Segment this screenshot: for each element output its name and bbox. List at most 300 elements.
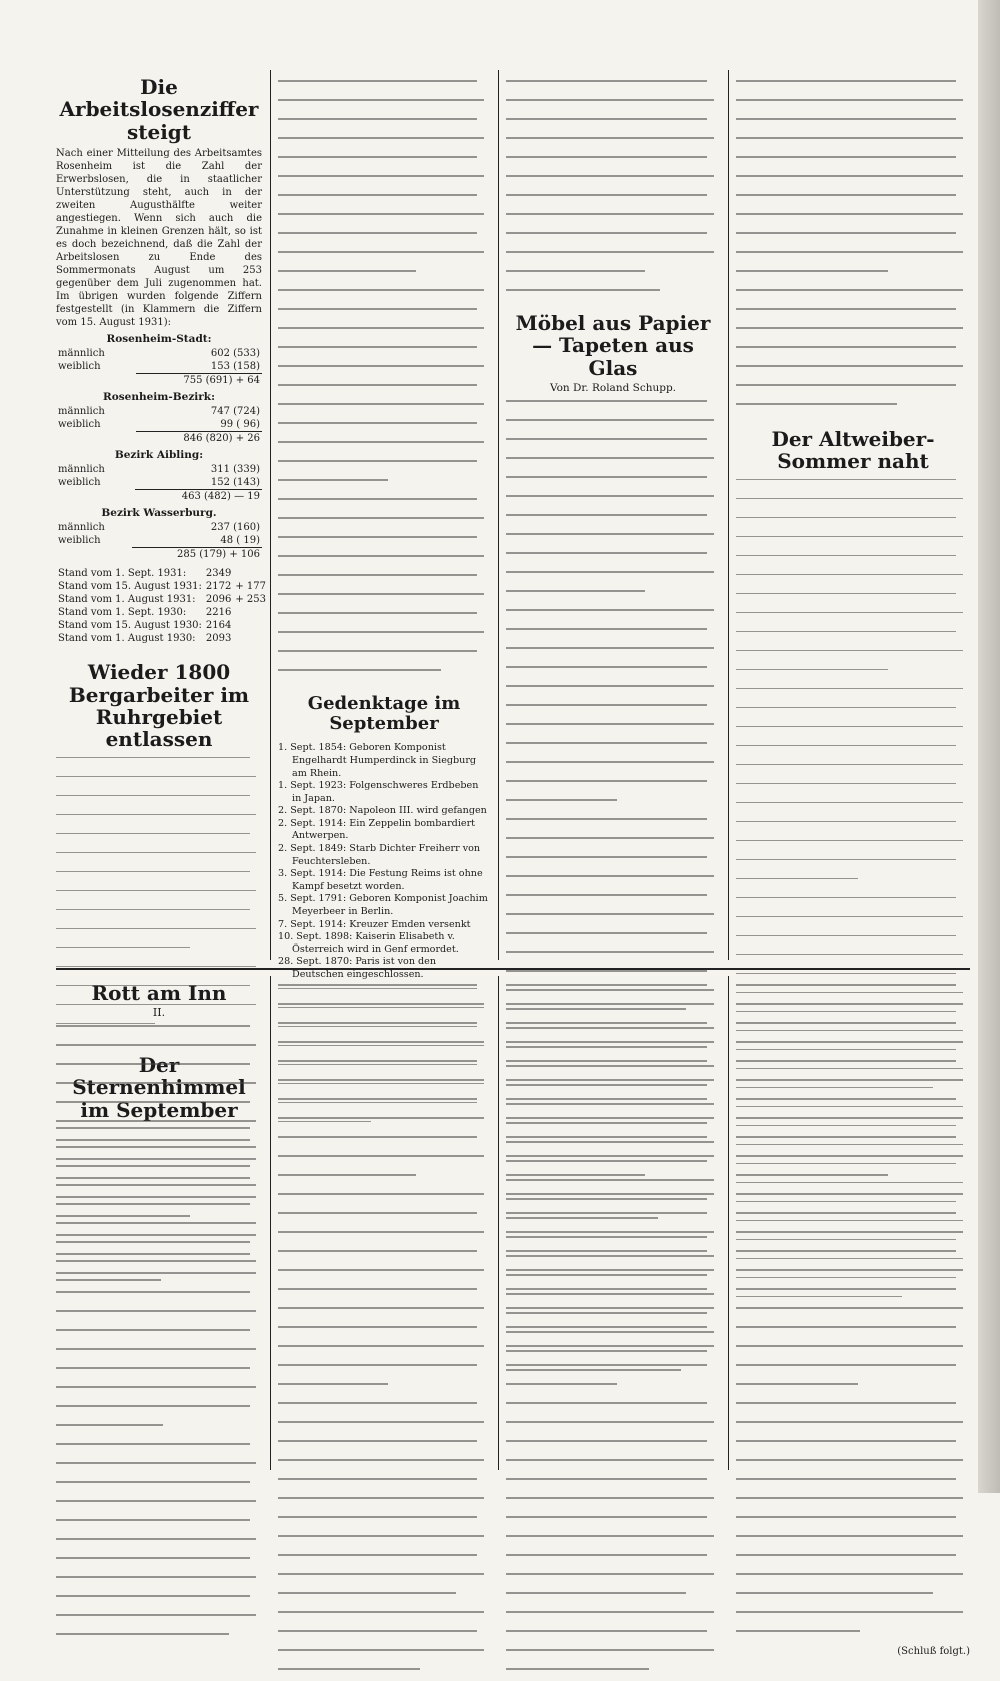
rott-body-3 <box>506 984 720 1681</box>
text-line <box>506 80 720 93</box>
stand-table <box>56 567 268 645</box>
text-line <box>56 1177 262 1190</box>
count-cell: 99 ( 96) <box>220 419 260 431</box>
stand-date: Stand vom 1. August 1930: <box>58 633 196 645</box>
text-line <box>506 213 720 226</box>
stand-row <box>56 567 268 580</box>
text-line <box>506 1649 720 1662</box>
text-line <box>736 593 970 606</box>
stand-date: Stand vom 15. August 1931: <box>58 581 202 593</box>
text-line <box>278 289 490 302</box>
text-line <box>736 1174 970 1187</box>
text-line <box>278 1611 490 1624</box>
gender-cell: weiblich <box>58 419 101 431</box>
text-line <box>736 555 970 568</box>
text-line <box>736 1079 970 1092</box>
region-heading: Bezirk Aibling: <box>114 449 204 462</box>
text-line <box>278 1668 490 1681</box>
text-line <box>736 1117 970 1130</box>
gender-cell: männlich <box>58 348 105 360</box>
text-line <box>736 1459 970 1472</box>
text-line <box>278 156 490 169</box>
text-line <box>506 289 720 302</box>
text-line <box>506 984 720 997</box>
text-line <box>736 80 970 93</box>
table-row <box>56 360 262 374</box>
headline-bergarbeiter: Wieder 1800 Bergarbeiter im Ruhrgebiet entlassen <box>68 660 250 752</box>
stand-diff: + 177 <box>235 581 267 593</box>
text-line <box>736 1155 970 1168</box>
text-line <box>56 1120 262 1133</box>
text-line <box>278 1364 490 1377</box>
text-line <box>278 270 490 283</box>
text-line <box>278 517 490 530</box>
stand-diff <box>233 567 268 580</box>
stand-count: 2172 <box>205 581 232 593</box>
text-line <box>506 533 720 546</box>
text-line <box>278 460 490 473</box>
text-line <box>278 1098 490 1111</box>
text-line <box>278 1022 490 1035</box>
text-line <box>56 1519 262 1532</box>
text-line <box>736 574 970 587</box>
gender-cell: weiblich <box>58 361 101 373</box>
gedenktag-item: 10. Sept. 1898: Kaiserin Elisabeth v. Österreich wird in Genf ermordet. <box>278 931 459 955</box>
text-line <box>506 1060 720 1073</box>
text-line <box>506 875 720 888</box>
gedenktage-list <box>278 742 490 981</box>
text-line <box>506 175 720 188</box>
sum-spacer <box>56 374 136 388</box>
text-line <box>506 1630 720 1643</box>
text-line <box>506 156 720 169</box>
column-rule <box>498 70 499 960</box>
text-line <box>736 631 970 644</box>
count-cell: 747 (724) <box>210 406 260 418</box>
region-table <box>56 405 262 445</box>
stand-diff <box>233 606 268 619</box>
text-line <box>506 552 720 565</box>
text-line <box>506 1326 720 1339</box>
headline-rott: Rott am Inn <box>91 981 227 1005</box>
text-line <box>506 118 720 131</box>
text-line <box>736 403 970 416</box>
text-line <box>736 802 970 815</box>
text-line <box>506 1212 720 1225</box>
text-line <box>56 1139 262 1152</box>
text-line <box>736 669 970 682</box>
column-2 <box>278 74 490 980</box>
text-line <box>506 1174 720 1187</box>
headline-altweiber: Der Altweiber-Sommer naht <box>771 427 935 474</box>
text-line <box>278 1573 490 1586</box>
text-line <box>736 1136 970 1149</box>
text-line <box>736 251 970 264</box>
text-line <box>736 1288 970 1301</box>
text-line <box>736 840 970 853</box>
text-line <box>56 1576 262 1589</box>
text-line <box>506 837 720 850</box>
text-line <box>506 666 720 679</box>
column-3-lower <box>506 978 720 1470</box>
text-line <box>278 1003 490 1016</box>
text-line <box>278 1307 490 1320</box>
sum-cell: 846 (820) + 26 <box>136 432 262 446</box>
text-line <box>506 1402 720 1415</box>
text-line <box>506 761 720 774</box>
text-line <box>736 156 970 169</box>
stand-count: 2093 <box>205 633 232 645</box>
text-line <box>278 99 490 112</box>
column-2-lower <box>278 978 490 1470</box>
region-heading: Rosenheim-Bezirk: <box>103 391 215 404</box>
gedenktag-item: 28. Sept. 1870: Paris ist von den Deutschen eingeschlossen. <box>278 956 437 980</box>
text-line <box>56 1633 262 1646</box>
text-line <box>736 897 970 910</box>
text-line <box>56 1291 262 1304</box>
rott-body-1 <box>56 1025 262 1646</box>
text-line <box>506 1554 720 1567</box>
count-cell: 311 (339) <box>210 464 260 476</box>
text-line <box>278 1516 490 1529</box>
text-line <box>736 764 970 777</box>
headline-sternenhimmel: Der Sternenhimmel im September <box>72 1052 246 1122</box>
text-line <box>506 685 720 698</box>
text-line <box>56 1044 262 1057</box>
text-line <box>506 951 720 964</box>
sum-spacer <box>56 490 135 504</box>
text-line <box>506 514 720 527</box>
text-line <box>736 175 970 188</box>
gender-cell: weiblich <box>58 535 101 547</box>
text-line <box>278 1383 490 1396</box>
text-line <box>56 1158 262 1171</box>
gedenktag-item: 1. Sept. 1854: Geboren Komponist Engelhardt Humperdinck in Siegburg am Rhein. <box>278 742 477 779</box>
text-line <box>736 745 970 758</box>
text-line <box>278 1554 490 1567</box>
sum-row <box>56 548 262 562</box>
text-line <box>56 1101 262 1114</box>
text-line <box>506 1497 720 1510</box>
stand-date: Stand vom 1. Sept. 1931: <box>58 568 187 580</box>
text-line <box>506 1193 720 1206</box>
text-line <box>506 400 720 413</box>
sum-cell: 285 (179) + 106 <box>132 548 262 562</box>
text-line <box>278 1592 490 1605</box>
text-line <box>736 1421 970 1434</box>
text-line <box>506 1098 720 1111</box>
column-4 <box>736 74 970 964</box>
text-line <box>56 1253 262 1266</box>
text-line <box>278 1250 490 1263</box>
text-line <box>506 932 720 945</box>
text-line <box>506 894 720 907</box>
text-line <box>736 1592 970 1605</box>
text-line <box>736 878 970 891</box>
column-4-lower <box>736 978 970 1657</box>
text-line <box>736 1402 970 1415</box>
text-line <box>506 495 720 508</box>
text-line <box>506 1079 720 1092</box>
text-line <box>506 1592 720 1605</box>
column-1-lower <box>56 976 262 1470</box>
table-row <box>56 476 262 490</box>
text-line <box>506 780 720 793</box>
text-line <box>56 1082 262 1095</box>
text-line <box>736 1269 970 1282</box>
text-line <box>506 1288 720 1301</box>
table-row <box>56 521 262 534</box>
text-line <box>56 1196 262 1209</box>
text-line <box>278 1193 490 1206</box>
column-rule <box>728 976 729 1470</box>
region-table <box>56 521 262 561</box>
text-line <box>278 498 490 511</box>
text-line <box>56 1386 262 1399</box>
text-line <box>56 1462 262 1475</box>
text-line <box>506 1231 720 1244</box>
text-line <box>278 536 490 549</box>
rott-body-4 <box>736 984 970 1643</box>
table-row <box>56 347 262 360</box>
column-rule <box>270 976 271 1470</box>
sum-spacer <box>56 432 136 446</box>
text-line <box>736 327 970 340</box>
text-line <box>278 1231 490 1244</box>
text-line <box>506 1041 720 1054</box>
column-rule <box>270 70 271 960</box>
text-line <box>278 1421 490 1434</box>
text-line <box>278 1212 490 1225</box>
text-line <box>736 289 970 302</box>
text-line <box>506 419 720 432</box>
text-line <box>278 118 490 131</box>
text-line <box>278 593 490 606</box>
text-line <box>278 175 490 188</box>
gedenktag-item: 3. Sept. 1914: Die Festung Reims ist ohne Kampf besetzt worden. <box>278 868 483 892</box>
text-line <box>506 1117 720 1130</box>
text-line <box>56 1538 262 1551</box>
text-line <box>736 1098 970 1111</box>
text-line <box>56 928 262 941</box>
text-line <box>506 1269 720 1282</box>
text-line <box>56 1234 262 1247</box>
text-line <box>736 1345 970 1358</box>
text-line <box>506 1364 720 1377</box>
text-line <box>56 852 262 865</box>
text-line <box>736 707 970 720</box>
text-line <box>506 1440 720 1453</box>
gedenktag-item: 5. Sept. 1791: Geboren Komponist Joachim Meyerbeer in Berlin. <box>278 893 488 918</box>
text-line <box>56 1025 262 1038</box>
text-line <box>56 947 262 960</box>
text-line <box>278 1155 490 1168</box>
stand-count: 2216 <box>205 607 232 619</box>
gender-cell: weiblich <box>58 477 101 489</box>
text-line <box>736 1212 970 1225</box>
text-line <box>278 1535 490 1548</box>
text-line <box>278 1117 490 1130</box>
text-line <box>736 1250 970 1263</box>
text-line <box>506 590 720 603</box>
text-line <box>506 457 720 470</box>
text-line <box>506 742 720 755</box>
count-cell: 237 (160) <box>210 522 260 534</box>
text-line <box>736 1440 970 1453</box>
text-line <box>506 438 720 451</box>
count-cell: 48 ( 19) <box>220 535 260 547</box>
text-line <box>736 612 970 625</box>
text-line <box>736 346 970 359</box>
text-line <box>56 1063 262 1076</box>
text-line <box>506 194 720 207</box>
text-line <box>736 821 970 834</box>
text-line <box>56 776 262 789</box>
text-line <box>278 1079 490 1092</box>
gender-cell: männlich <box>58 406 105 418</box>
text-line <box>506 628 720 641</box>
stand-diff: + 253 <box>235 594 267 606</box>
text-line <box>736 954 970 967</box>
text-line <box>56 1348 262 1361</box>
text-line <box>506 609 720 622</box>
stand-count: 2096 <box>205 594 232 606</box>
text-line <box>506 137 720 150</box>
text-line <box>736 1535 970 1548</box>
text-line <box>506 913 720 926</box>
text-line <box>506 270 720 283</box>
count-cell: 152 (143) <box>210 477 260 489</box>
region-table <box>56 347 262 387</box>
text-line <box>736 650 970 663</box>
newspaper-page <box>56 62 970 1657</box>
text-line <box>278 232 490 245</box>
text-line <box>736 365 970 378</box>
text-line <box>56 890 262 903</box>
text-line <box>278 574 490 587</box>
table-row <box>56 534 262 548</box>
text-line <box>278 1402 490 1415</box>
text-line <box>278 80 490 93</box>
text-line <box>56 1557 262 1570</box>
sternenhimmel-continued <box>278 80 490 682</box>
text-line <box>278 213 490 226</box>
table-row <box>56 463 262 476</box>
text-line <box>278 194 490 207</box>
region-heading: Rosenheim-Stadt: <box>106 333 212 346</box>
count-cell: 153 (158) <box>210 361 260 373</box>
column-rule <box>498 976 499 1470</box>
stand-diff <box>233 632 268 645</box>
text-line <box>736 270 970 283</box>
stand-row <box>56 632 268 645</box>
column-3 <box>506 74 720 964</box>
text-line <box>506 1022 720 1035</box>
text-line <box>736 498 970 511</box>
sum-row <box>56 490 262 504</box>
text-line <box>278 1288 490 1301</box>
text-line <box>736 1022 970 1035</box>
text-line <box>736 308 970 321</box>
stand-count: 2164 <box>205 620 232 632</box>
text-line <box>278 308 490 321</box>
text-line <box>736 232 970 245</box>
text-line <box>56 1310 262 1323</box>
gender-cell: männlich <box>58 464 105 476</box>
text-line <box>278 327 490 340</box>
text-line <box>278 346 490 359</box>
text-line <box>736 213 970 226</box>
text-line <box>736 726 970 739</box>
text-line <box>278 612 490 625</box>
text-line <box>506 1516 720 1529</box>
text-line <box>278 384 490 397</box>
text-line <box>56 1367 262 1380</box>
text-line <box>506 1136 720 1149</box>
text-line <box>278 1630 490 1643</box>
text-line <box>736 783 970 796</box>
arbeitslosen-intro: Nach einer Mitteilung des Arbeitsamtes Rosenheim ist die Zahl der Erwerbslosen, die in staatlicher Unterstützung steht, auch in der zweiten Augusthälfte weiter angestiegen. Wenn sich auch die Zunahme in kleinen Grenzen hält, so ist es doch bezeichnend, daß die Zahl der Arbeitslosen zu Ende des Sommermonats August um 253 gegenüber dem Juli zugenommen hat. Im übrigen wurden folgende Ziffern festgestellt (in Klammern die Ziffern vom 15. August 1931): <box>56 148 262 329</box>
text-line <box>736 384 970 397</box>
text-line <box>56 1443 262 1456</box>
text-line <box>736 935 970 948</box>
text-line <box>506 1668 720 1681</box>
text-line <box>278 1440 490 1453</box>
text-line <box>278 1136 490 1149</box>
text-line <box>506 1155 720 1168</box>
stand-date: Stand vom 15. August 1930: <box>58 620 202 632</box>
text-line <box>278 365 490 378</box>
text-line <box>278 479 490 492</box>
text-line <box>278 1459 490 1472</box>
text-line <box>736 1630 970 1643</box>
text-line <box>506 1535 720 1548</box>
stand-date: Stand vom 1. Sept. 1930: <box>58 607 187 619</box>
text-line <box>736 1478 970 1491</box>
gedenktag-item: 2. Sept. 1914: Ein Zeppelin bombardiert Antwerpen. <box>278 817 476 842</box>
text-line <box>506 1307 720 1320</box>
text-line <box>506 1611 720 1624</box>
text-line <box>56 1500 262 1513</box>
sum-spacer <box>56 548 132 562</box>
text-line <box>278 650 490 663</box>
text-line <box>506 799 720 812</box>
column-rule <box>728 70 729 960</box>
text-line <box>56 1481 262 1494</box>
text-line <box>506 1250 720 1263</box>
text-line <box>278 631 490 644</box>
headline-arbeitslosen: Die Arbeitslosenziffer steigt <box>59 75 259 144</box>
text-line <box>56 1614 262 1627</box>
stand-row <box>56 593 268 606</box>
gender-cell: männlich <box>58 522 105 534</box>
region-heading: Bezirk Wasserburg. <box>101 507 217 520</box>
stand-row <box>56 619 268 632</box>
stand-row <box>56 606 268 619</box>
text-line <box>736 137 970 150</box>
gedenktag-item: 7. Sept. 1914: Kreuzer Emden versenkt <box>278 918 471 930</box>
text-line <box>736 1516 970 1529</box>
moebel-byline: Von Dr. Roland Schupp. <box>549 382 677 395</box>
text-line <box>506 1478 720 1491</box>
text-line <box>736 1326 970 1339</box>
text-line <box>56 1329 262 1342</box>
text-line <box>278 1060 490 1073</box>
table-row <box>56 405 262 418</box>
text-line <box>278 1326 490 1339</box>
text-line <box>736 1193 970 1206</box>
text-line <box>506 99 720 112</box>
